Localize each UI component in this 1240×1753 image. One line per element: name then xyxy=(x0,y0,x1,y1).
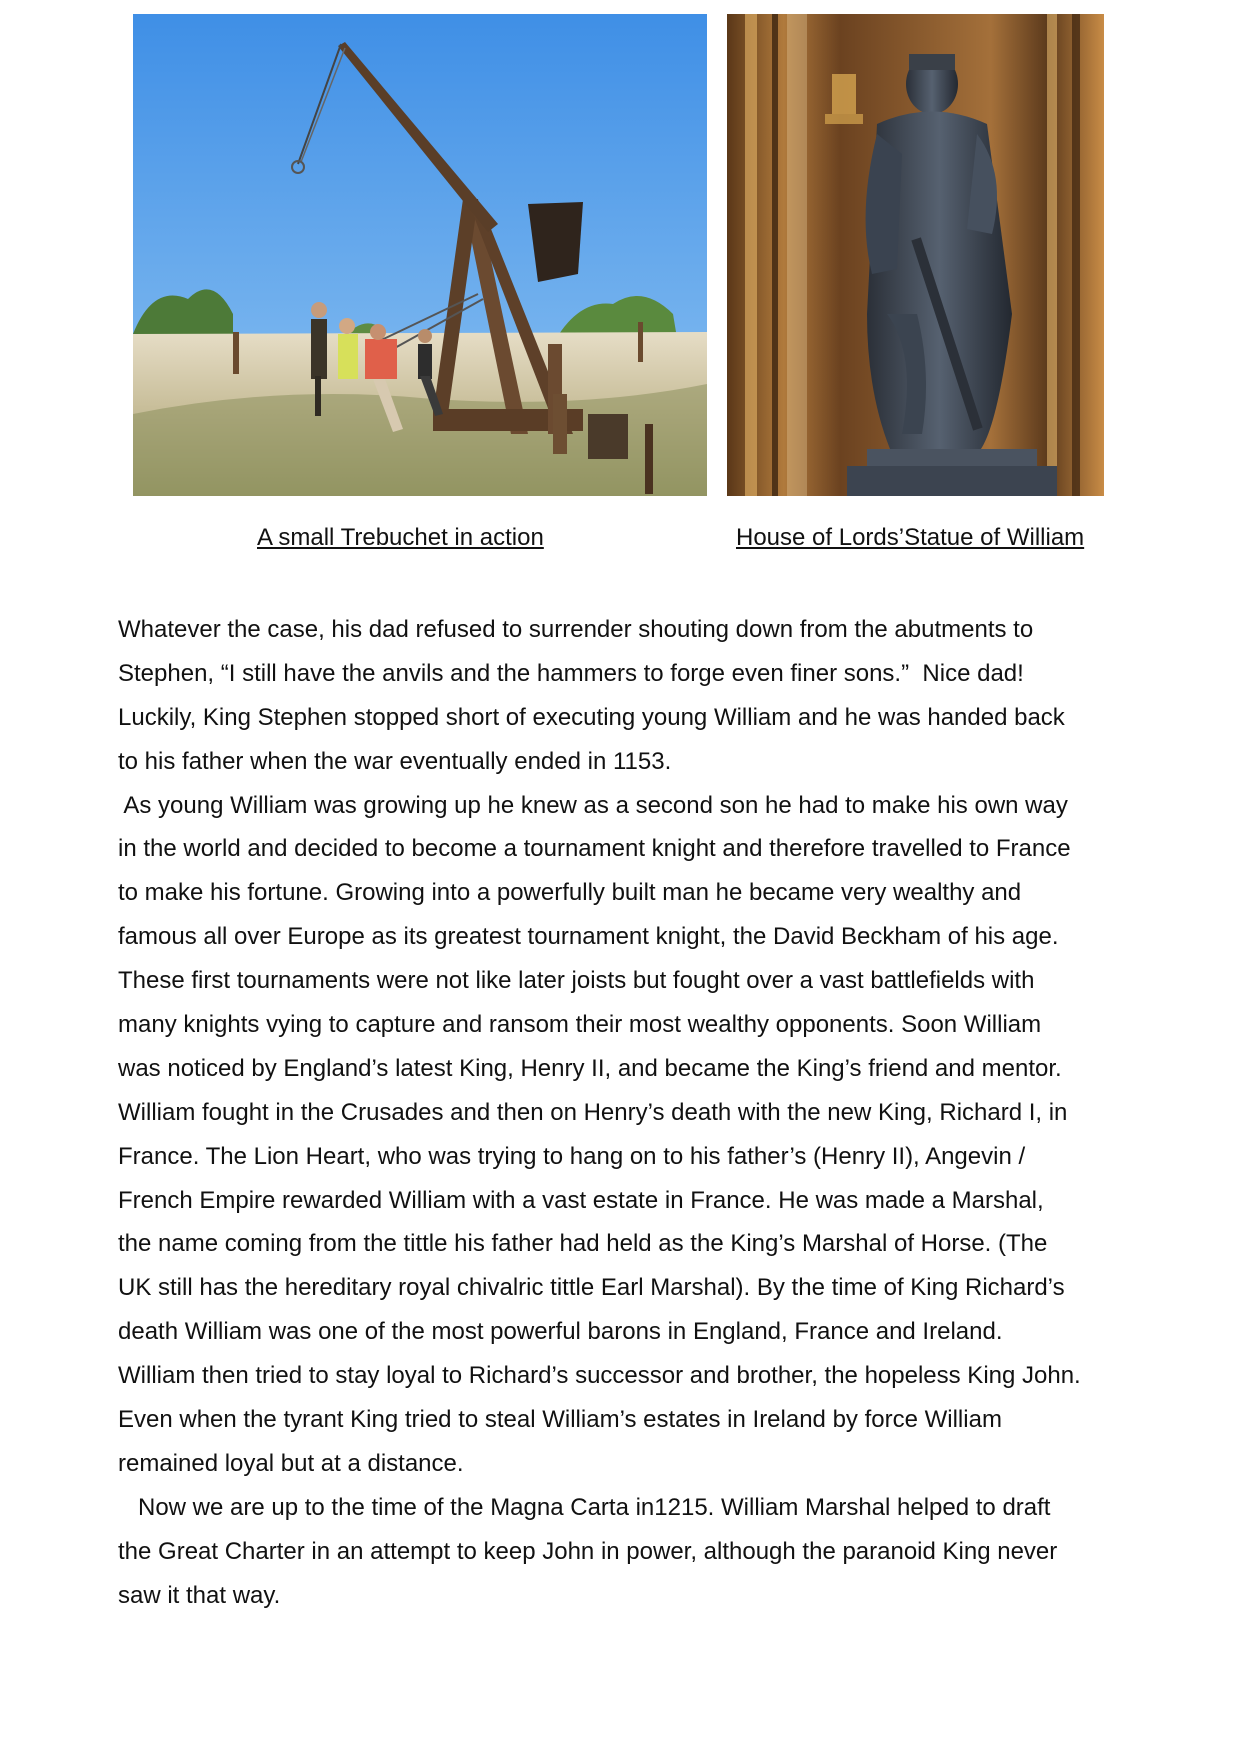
body-line: William then tried to stay loyal to Richard’s successor and brother, the hopeless King John. xyxy=(118,1362,1081,1390)
body-line: famous all over Europe as its greatest tournament knight, the David Beckham of his age. xyxy=(118,923,1059,951)
figure-caption-right: House of Lords’Statue of William xyxy=(736,524,1085,551)
body-line: the name coming from the tittle his father had held as the King’s Marshal of Horse. (The xyxy=(118,1230,1048,1258)
trebuchet-photo xyxy=(133,14,707,496)
body-line: saw it that way. xyxy=(118,1581,281,1609)
body-line: Stephen, “I still have the anvils and the hammers to forge even finer sons.” Nice dad! xyxy=(118,659,1024,687)
body-line: was noticed by England’s latest King, Henry II, and became the King’s friend and mentor. xyxy=(118,1054,1062,1082)
body-line: Now we are up to the time of the Magna Carta in1215. William Marshal helped to draft xyxy=(118,1493,1051,1521)
body-line: France. The Lion Heart, who was trying to hang on to his father’s (Henry II), Angevin / xyxy=(118,1142,1026,1170)
body-line: As young William was growing up he knew as a second son he had to make his own way xyxy=(118,791,1068,819)
body-line: to make his fortune. Growing into a powerfully built man he became very wealthy and xyxy=(118,879,1022,907)
body-line: UK still has the hereditary royal chivalric tittle Earl Marshal). By the time of King Richard’s xyxy=(118,1274,1065,1302)
body-line: These first tournaments were not like later joists but fought over a vast battlefields with xyxy=(118,967,1035,995)
body-line: William fought in the Crusades and then on Henry’s death with the new King, Richard I, in xyxy=(118,1098,1068,1126)
body-line: in the world and decided to become a tournament knight and therefore travelled to France xyxy=(118,835,1071,863)
statue-photo xyxy=(727,14,1104,496)
body-line: French Empire rewarded William with a vast estate in France. He was made a Marshal, xyxy=(118,1186,1044,1214)
body-line: many knights vying to capture and ransom their most wealthy opponents. Soon William xyxy=(118,1011,1042,1039)
body-line: Luckily, King Stephen stopped short of executing young William and he was handed back xyxy=(118,703,1065,731)
trebuchet-illustration xyxy=(133,14,707,496)
body-line: Even when the tyrant King tried to steal William’s estates in Ireland by force William xyxy=(118,1406,1002,1434)
body-line: remained loyal but at a distance. xyxy=(118,1449,464,1477)
body-text xyxy=(118,608,1128,1617)
body-line: to his father when the war eventually ended in 1153. xyxy=(118,747,672,775)
statue-illustration xyxy=(727,14,1104,496)
body-line: the Great Charter in an attempt to keep John in power, although the paranoid King never xyxy=(118,1537,1058,1565)
figure-caption-left: A small Trebuchet in action xyxy=(257,524,544,551)
body-line: death William was one of the most powerful barons in England, France and Ireland. xyxy=(118,1318,1003,1346)
body-line: Whatever the case, his dad refused to surrender shouting down from the abutments to xyxy=(118,616,1034,643)
